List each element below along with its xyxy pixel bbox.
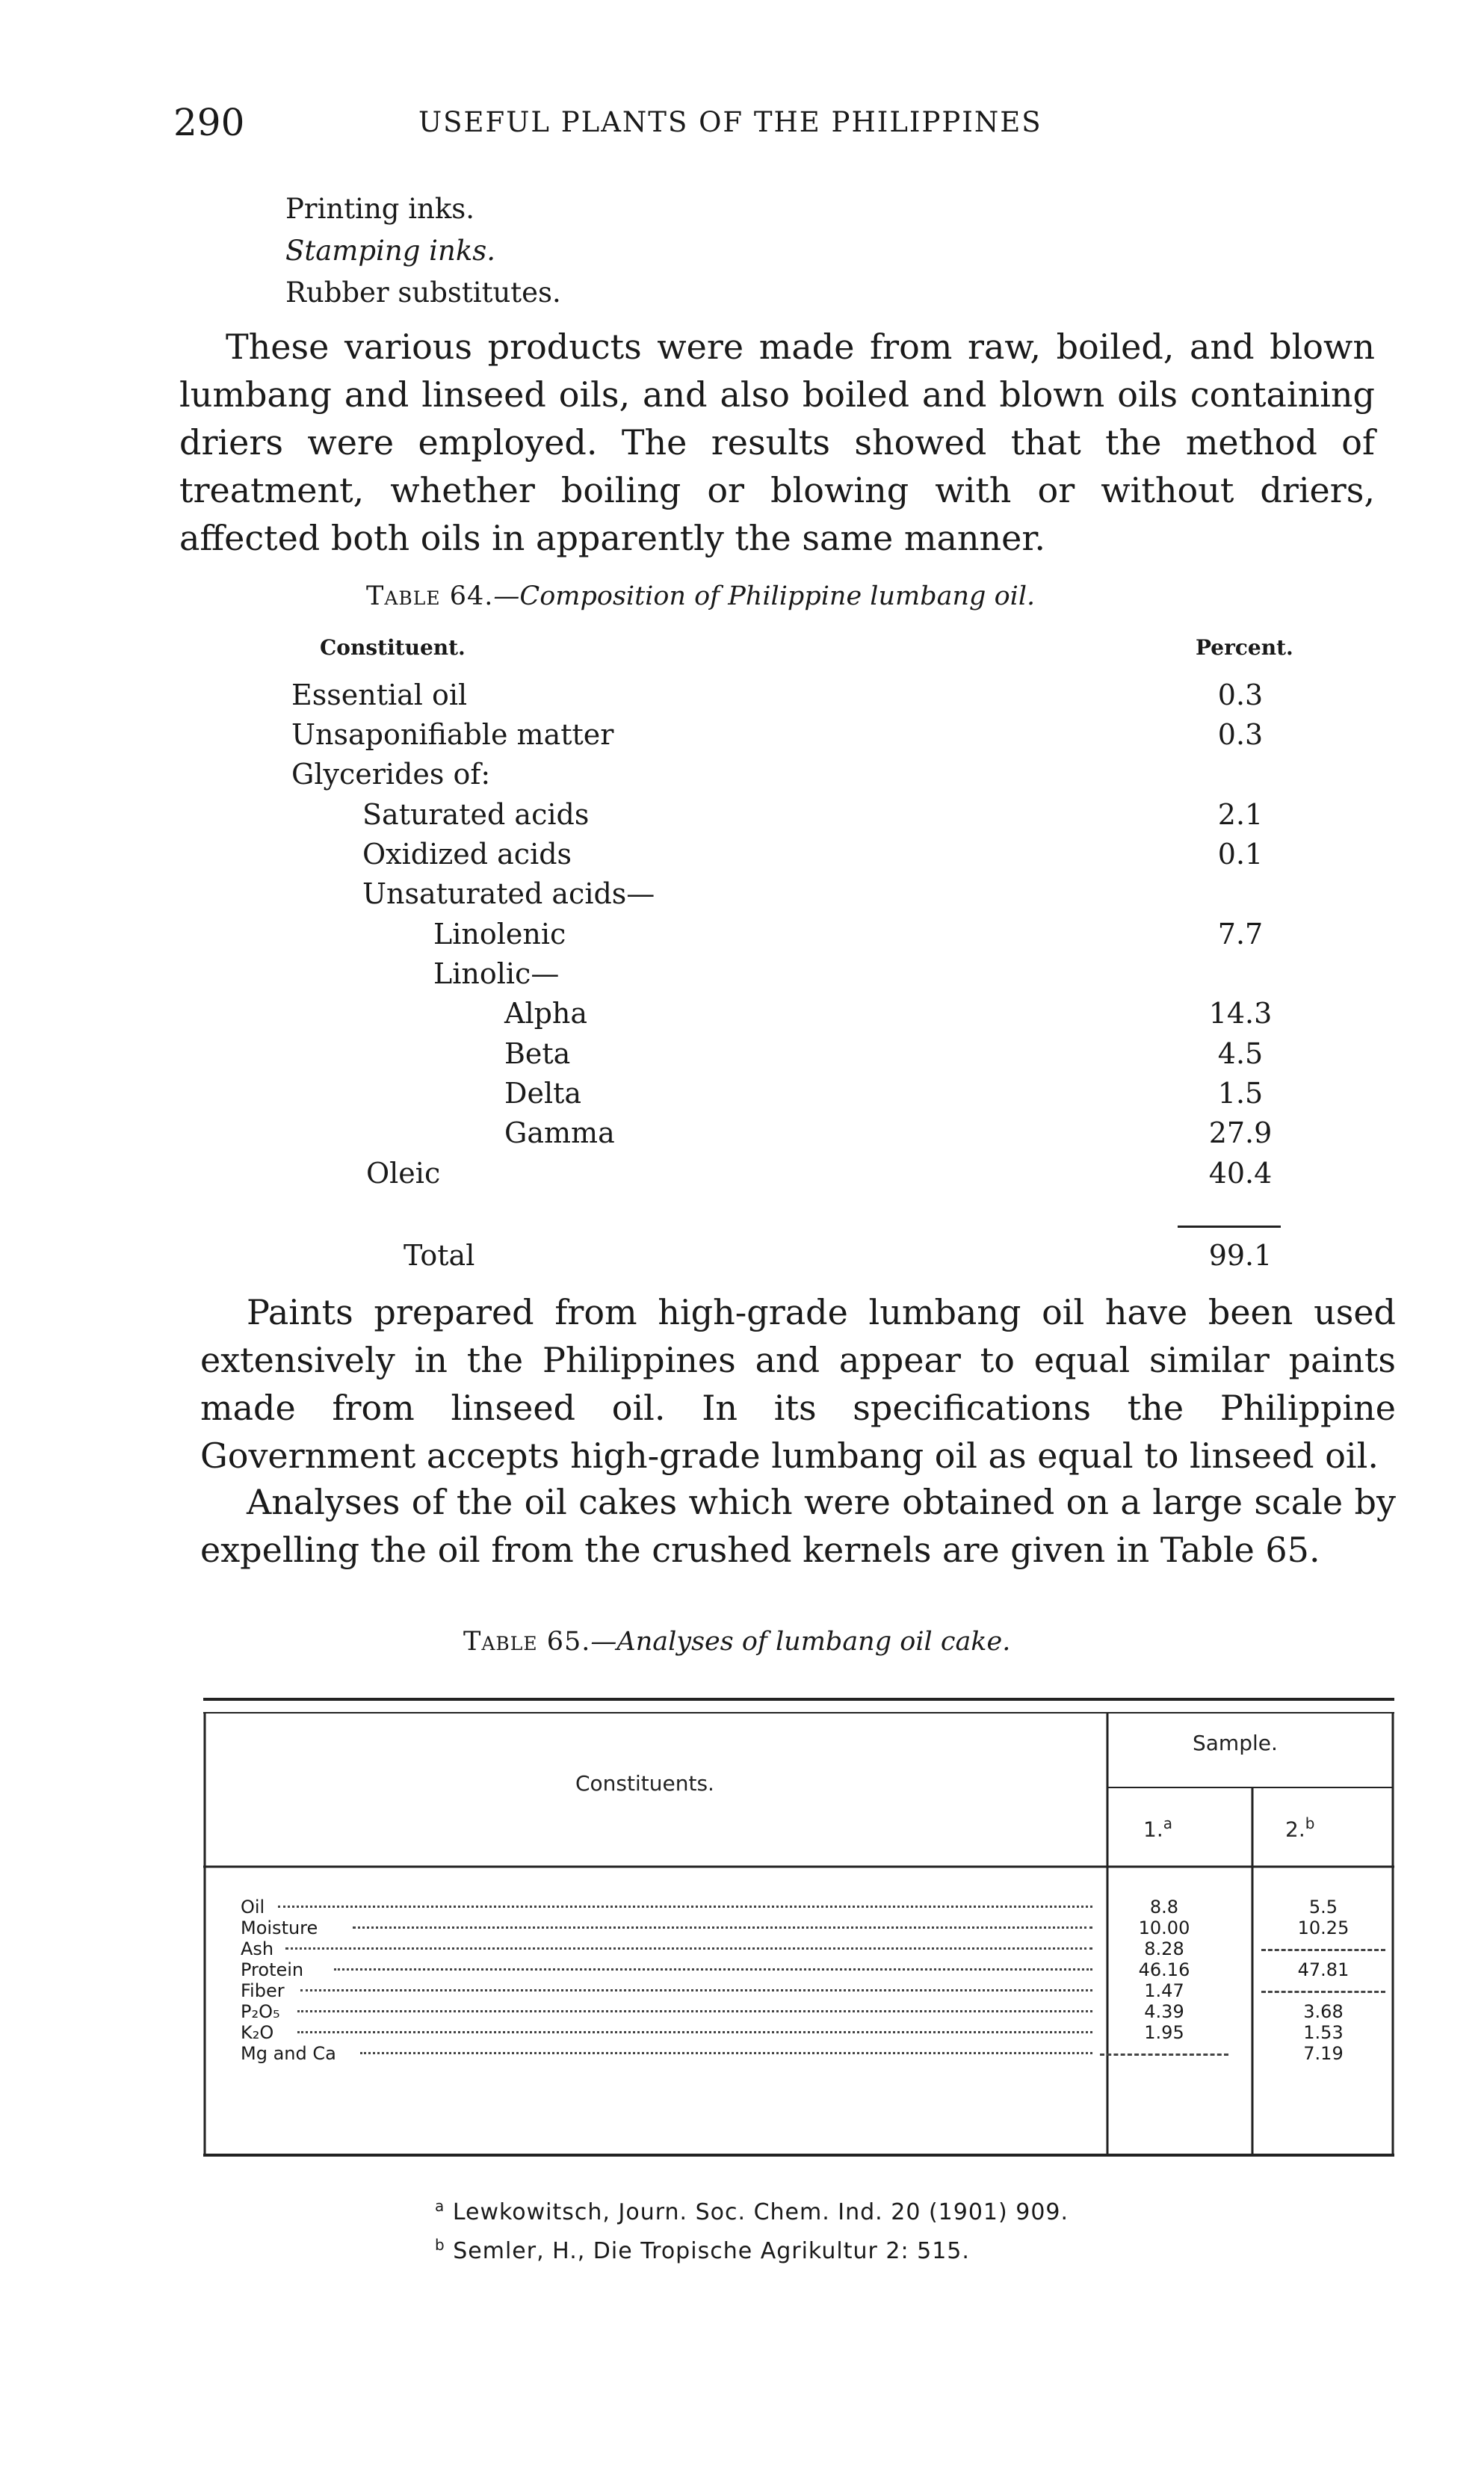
table-row [291,758,1293,797]
row-label: Moisture [241,1918,318,1938]
footnote-mark: b [435,2236,445,2254]
row-value: 0.3 [1217,718,1264,751]
row-value: 0.3 [1217,679,1264,711]
list-item: Stamping inks. [285,235,495,267]
table-row [291,798,1293,838]
leader-dots [285,1947,1092,1950]
sample-1-label: 1. [1143,1817,1163,1842]
leader-dots [334,1968,1092,1971]
total-value: 99.1 [1208,1239,1273,1272]
leader-dots [353,1926,1092,1929]
row-value-1: 46.16 [1138,1959,1190,1980]
empty-cell-dashes [1261,1949,1385,1951]
list-item: Rubber substitutes. [285,276,561,309]
table-row [241,1918,1391,1938]
paragraph: Paints prepared from high-grade lumbang oil have been used extensively in the Philippines and appear to equal similar paints made from linseed oil. In its specifications the Philippine Government accepts high-grade lumbang oil as equal to linseed oil. [200,1292,1396,1476]
row-value-2: 47.81 [1297,1959,1349,1980]
row-value-2: 1.53 [1303,2022,1344,2043]
row-label: Protein [241,1959,304,1980]
table-total-row [291,1239,1293,1279]
row-label: Glycerides of: [291,758,491,791]
table-row [291,877,1293,917]
table-row [291,679,1293,718]
column-header-constituents: Constituents. [575,1771,714,1796]
table-row [291,1037,1293,1077]
footnote-mark: b [1305,1814,1315,1832]
row-value: 0.1 [1217,838,1264,871]
row-label: Linolenic [433,918,566,951]
column-header-percent: Percent. [1196,635,1293,660]
row-value: 27.9 [1208,1116,1273,1149]
row-value-2: 5.5 [1308,1897,1338,1918]
page-number: 290 [173,101,245,144]
table-65-caption [463,1627,1010,1657]
footnote-a [435,2197,1069,2225]
row-value-1: 1.95 [1144,2022,1184,2043]
row-label: Delta [504,1077,582,1110]
empty-cell-dashes [1261,1991,1385,1993]
table-row [291,1077,1293,1116]
table-row [241,1959,1391,1980]
row-value-2: 7.19 [1303,2043,1344,2064]
table-row [291,1116,1293,1156]
row-value: 4.5 [1217,1037,1264,1070]
table-row [291,838,1293,877]
table-row [241,2022,1391,2043]
total-label: Total [404,1239,475,1272]
paragraph: Analyses of the oil cakes which were obtained on a large scale by expelling the oil from the crushed kernels are given in Table 65. [200,1482,1396,1570]
row-label: Mg and Ca [241,2043,336,2064]
row-label: P₂O₅ [241,2001,280,2022]
table-row [241,2001,1391,2022]
paragraph: These various products were made from raw, boiled, and blown lumbang and linseed oils, and also boiled and blown oils containing driers were employed. The results showed that the method of treatment, whether boiling or blowing with or without driers, affected both oils in apparently the same manner. [179,327,1375,558]
table-row [291,918,1293,957]
row-value: 1.5 [1217,1077,1264,1110]
row-value: 40.4 [1208,1157,1273,1190]
row-value: 2.1 [1217,798,1264,831]
running-head: USEFUL PLANTS OF THE PHILIPPINES [418,106,1042,138]
table-row [241,1980,1391,2001]
row-label: Unsaturated acids— [362,877,655,910]
column-header-sample: Sample. [1193,1731,1278,1755]
caption-label: Table 64. [366,581,494,611]
table-row [291,997,1293,1036]
row-label: Ash [241,1938,274,1959]
footnote-mark: a [435,2197,445,2215]
caption-title: —Analyses of lumbang oil cake. [590,1627,1011,1657]
table-row [291,718,1293,758]
leader-dots [360,2052,1092,2054]
row-label: Oxidized acids [362,838,572,871]
row-label: K₂O [241,2022,274,2043]
row-value-1: 4.39 [1144,2001,1184,2022]
table-row [291,957,1293,997]
footnote-mark: a [1163,1814,1172,1832]
list-item: Printing inks. [285,193,475,225]
row-label: Oil [241,1897,265,1918]
row-label: Saturated acids [362,798,590,831]
table-row [241,2043,1391,2064]
row-label: Oleic [366,1157,441,1190]
row-value-2: 10.25 [1297,1918,1349,1938]
row-value-1: 8.8 [1149,1897,1179,1918]
row-value-1: 10.00 [1138,1918,1190,1938]
sample-2-label: 2. [1285,1817,1305,1842]
row-label: Alpha [504,997,588,1030]
table-row [291,1157,1293,1196]
row-label: Beta [504,1037,571,1070]
column-header-sample-1 [1143,1814,1172,1841]
uses-list [285,188,561,314]
row-label: Unsaponifiable matter [291,718,614,751]
row-label: Essential oil [291,679,468,711]
row-value-1: 1.47 [1144,1980,1184,2001]
table-row [241,1897,1391,1918]
column-header-constituent: Constituent. [320,635,466,660]
column-header-sample-2 [1285,1814,1314,1841]
table-row [241,1938,1391,1959]
footnote-text: Semler, H., Die Tropische Agrikultur 2: 515. [453,2238,970,2264]
footnote-b [435,2236,970,2264]
row-value-1: 8.28 [1144,1938,1184,1959]
leader-dots [297,2010,1092,2012]
total-rule [1178,1226,1281,1228]
leader-dots [300,1989,1092,1991]
table-64-caption [366,581,1035,611]
leader-dots [297,2031,1092,2033]
row-label: Gamma [504,1116,615,1149]
leader-dots [278,1906,1092,1908]
row-label: Fiber [241,1980,285,2001]
row-value: 14.3 [1208,997,1273,1030]
caption-label: Table 65. [463,1627,591,1657]
row-value-2: 3.68 [1303,2001,1344,2022]
row-value: 7.7 [1217,918,1264,951]
caption-title: —Composition of Philippine lumbang oil. [493,581,1036,611]
empty-cell-dashes [1100,2054,1228,2056]
footnote-text: Lewkowitsch, Journ. Soc. Chem. Ind. 20 (1901) 909. [452,2199,1069,2225]
row-label: Linolic— [433,957,560,990]
